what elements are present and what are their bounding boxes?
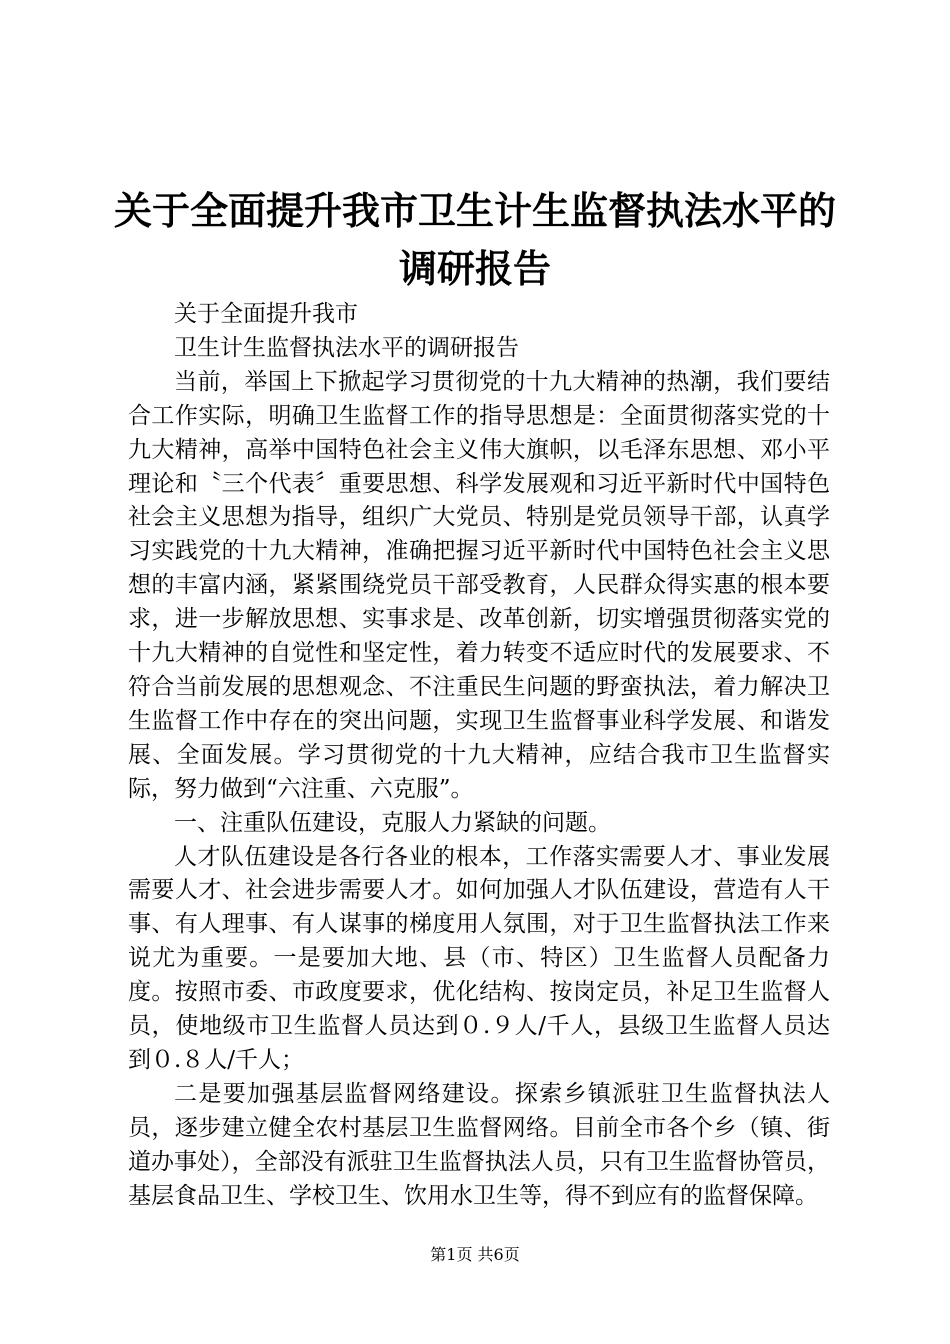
document-body	[128, 298, 830, 1213]
paragraph-grassroots: 二是要加强基层监督网络建设。探索乡镇派驻卫生监督执法人员，逐步建立健全农村基层卫生监督网络。目前全市各个乡（镇、街道办事处），全部没有派驻卫生监督执法人员，只有卫生监督协管员，基层食品卫生、学校卫生、饮用水卫生等，得不到应有的监督保障。	[128, 1080, 830, 1209]
subtitle-line-1: 关于全面提升我市	[174, 301, 358, 327]
section-heading-1: 一、注重队伍建设，克服人力紧缺的问题。	[174, 809, 611, 836]
page-footer: 第1页 共6页	[430, 1245, 520, 1264]
subtitle-line-2: 卫生计生监督执法水平的调研报告	[174, 334, 519, 361]
paragraph-talent: 人才队伍建设是各行各业的根本，工作落实需要人才、事业发展需要人才、社会进步需要人才。如何加强人才队伍建设，营造有人干事、有人理事、有人谋事的梯度用人氛围，对于卫生监督执法工作来说尤为重要。一是要加大地、县（市、特区）卫生监督人员配备力度。按照市委、市政度要求，优化结构、按岗定员，补足卫生监督人员，使地级市卫生监督人员达到０.９人/千人，县级卫生监督人员达到０.８人/千人；	[128, 843, 830, 1073]
document-title: 关于全面提升我市卫生计生监督执法水平的调研报告	[113, 188, 836, 291]
paragraph-intro: 当前，举国上下掀起学习贯彻党的十九大精神的热潮，我们要结合工作实际，明确卫生监督工作的指导思想是：全面贯彻落实党的十九大精神，高举中国特色社会主义伟大旗帜，以毛泽东思想、邓小平理论和〝三个代表〞重要思想、科学发展观和习近平新时代中国特色社会主义思想为指导，组织广大党员、特别是党员领导干部，认真学习实践党的十九大精神，准确把握习近平新时代中国特色社会主义思想的丰富内涵，紧紧围绕党员干部受教育，人民群众得实惠的根本要求，进一步解放思想、实事求是、改革创新，切实增强贯彻落实党的十九大精神的自觉性和坚定性，着力转变不适应时代的发展要求、不符合当前发展的思想观念、不注重民生问题的野蛮执法，着力解决卫生监督工作中存在的突出问题，实现卫生监督事业科学发展、和谐发展、全面发展。学习贯彻党的十九大精神，应结合我市卫生监督实际，努力做到“六注重、六克服”。	[128, 368, 830, 802]
